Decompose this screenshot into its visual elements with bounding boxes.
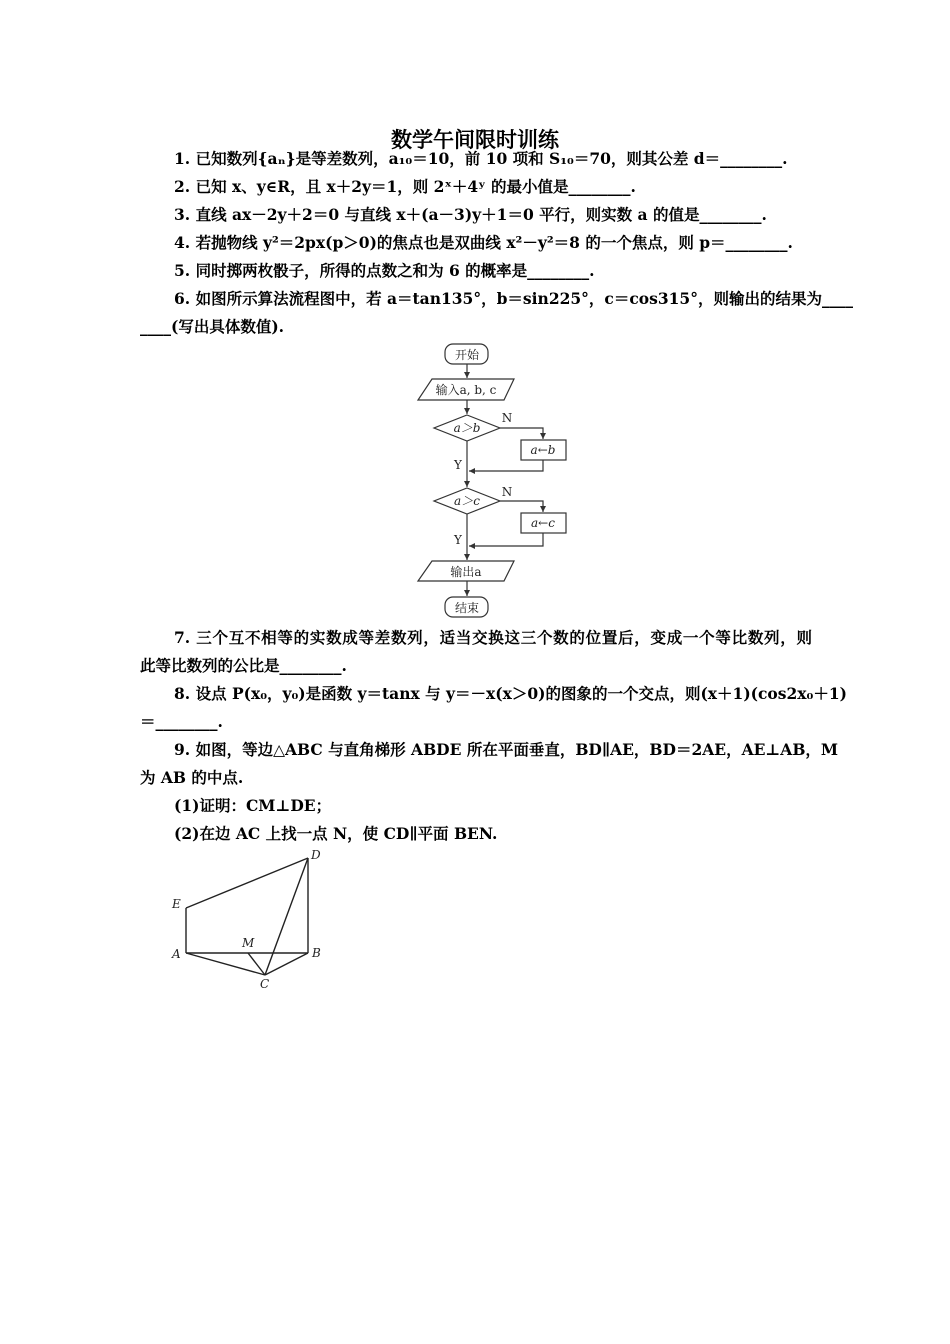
- flow-start-text: 开始: [454, 348, 480, 362]
- segment-ED: [186, 858, 308, 908]
- question-9-line-1: 9. 如图，等边△ABC 与直角梯形 ABDE 所在平面垂直，BD∥AE，BD＝2AE，AE⊥AB，M: [174, 740, 839, 759]
- algorithm-flowchart: [410, 340, 610, 625]
- question-4: 4. 若抛物线 y²＝2px(p＞0)的焦点也是双曲线 x²－y²＝8 的一个焦点，则 p＝________.: [174, 233, 793, 252]
- flow-input-text: 输入a, b, c: [435, 383, 497, 397]
- flow-yes-label-1: Y: [454, 458, 462, 472]
- question-3: 3. 直线 ax－2y＋2＝0 与直线 x＋(a－3)y＋1＝0 平行，则实数 a 的值是________.: [174, 205, 767, 224]
- question-5: 5. 同时掷两枚骰子，所得的点数之和为 6 的概率是________.: [174, 261, 595, 280]
- question-9-line-2: 为 AB 的中点.: [140, 768, 244, 787]
- flow-end-text: 结束: [454, 601, 480, 615]
- question-7-line-2: 此等比数列的公比是________.: [140, 656, 347, 675]
- segment-DC: [265, 858, 308, 975]
- point-label-C: C: [260, 977, 270, 991]
- point-label-M: M: [242, 936, 255, 950]
- point-label-B: B: [312, 946, 321, 960]
- flow-no-label-2: N: [501, 485, 513, 499]
- question-1: 1. 已知数列{aₙ}是等差数列，a₁₀＝10，前 10 项和 S₁₀＝70，则其公差 d＝________.: [174, 149, 788, 168]
- flow-output-text: 输出a: [450, 565, 482, 579]
- question-7-line-1: 7. 三个互不相等的实数成等差数列，适当交换这三个数的位置后，变成一个等比数列，则: [174, 628, 812, 647]
- flow-cond1-text: a＞b: [453, 421, 481, 435]
- flow-yes-label-2: Y: [454, 533, 462, 547]
- question-9-part-1: (1)证明：CM⊥DE；: [174, 796, 332, 815]
- question-9-part-2: (2)在边 AC 上找一点 N，使 CD∥平面 BEN.: [174, 824, 498, 843]
- question-6-line-2: ____(写出具体数值).: [140, 317, 285, 336]
- flow-no-label-1: N: [501, 411, 513, 425]
- question-8-line-2: ＝________.: [140, 712, 223, 731]
- segment-AC: [186, 953, 265, 975]
- geometry-figure: [166, 843, 366, 993]
- question-8-line-1: 8. 设点 P(x₀，y₀)是函数 y＝tanx 与 y＝－x(x＞0)的图象的一个交点，则(x＋1)(cos2x₀＋1): [174, 684, 847, 703]
- point-label-E: E: [172, 897, 181, 911]
- point-label-D: D: [311, 848, 321, 862]
- flow-assign2-text: a←c: [531, 516, 555, 530]
- flow-assign1-text: a←b: [530, 443, 556, 457]
- flow-cond2-text: a＞c: [454, 494, 480, 508]
- point-label-A: A: [172, 947, 181, 961]
- question-2: 2. 已知 x、y∈R，且 x＋2y＝1，则 2ˣ＋4ʸ 的最小值是________.: [174, 177, 636, 196]
- page-title: 数学午间限时训练: [391, 128, 559, 152]
- question-6-line-1: 6. 如图所示算法流程图中，若 a＝tan135°，b＝sin225°，c＝cos315°，则输出的结果为____: [174, 289, 853, 308]
